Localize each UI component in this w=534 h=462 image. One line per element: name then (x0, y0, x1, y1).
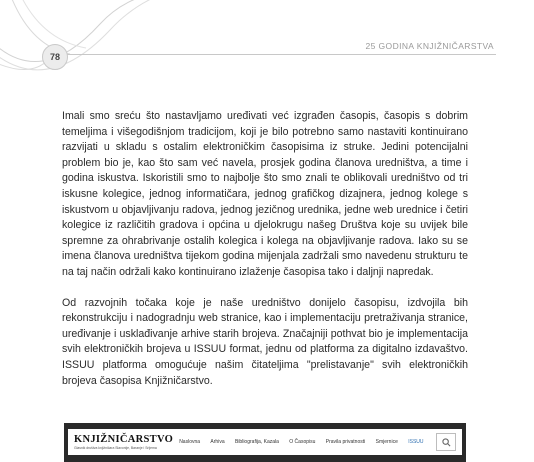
site-nav-bar (68, 429, 462, 455)
site-logo (68, 434, 174, 450)
article-body (62, 109, 468, 389)
nav-item-o-casopisu: O Časopisu (289, 439, 316, 445)
nav-item-smjernice: Smjernice (375, 439, 398, 445)
header-rule (66, 54, 496, 55)
paragraph-1: Imali smo sreću što nastavljamo uređivati već izgrađen časopis, časopis s dobrim temeljima i višegodišnjom tradicijom, koji je bilo potrebno samo nastaviti kontinuirano razvijati u skladu s ostalim elektroničkim časopisima iz struke. Jedini potencijalni problem bio je, kao što sam već navela, prosjek godina članova uredništva, a time i godina iskustva. Iskoristili smo to najbolje što smo znali te oblikovali uredništvo od tri iskusne kolegice, jednog informatičara, jednog grafičkog dizajnera, jednog kolege s iskustvom u objavljivanju radova, jednog jezičnog urednika, jedne web urednice i četiri kolegice iz različitih gradova i općina u djelokrugu našeg Društva koje su uvijek bile spremne za ohrabrivanje ostalih kolegica i kolega na objavljivanje radova. Iako su se imena članova uredništva tijekom godina mijenjala zadržali smo navedenu strukturu te na taj način održali kako kontinuirano izlaženje časopisa tako i daljnji napredak. (62, 110, 468, 278)
search-button (436, 433, 456, 451)
nav-item-naslovna: Naslovna (179, 439, 201, 445)
search-icon (442, 438, 451, 447)
logo-tagline: Glasnik društva knjižničara Slavonije, Baranje i Srijema (74, 446, 157, 450)
website-screenshot (64, 423, 466, 462)
running-title: 25 GODINA KNJIŽNIČARSTVA (365, 41, 494, 51)
logo-title: KNJIŽNIČARSTVO (74, 434, 174, 445)
nav-item-issuu: ISSUU (408, 439, 424, 445)
nav-item-bibliografija: Bibliografija, Kazala (234, 439, 279, 445)
site-nav-menu (174, 439, 436, 445)
paragraph-2: Od razvojnih točaka koje je naše uredništvo donijelo časopisu, izdvojila bih rekonstrukciju i nadogradnju web stranice, kao i implementaciju pretraživanja stranice, uređivanje i usklađivanje arhive starih brojeva. Značajniji pothvat bio je implementacija svih elektroničkih brojeva u ISSUU format, jednu od platforma za digitalno izdavaštvo. ISSUU platforma omogućuje našim čitateljima "prelistavanje" svih elektroničkih brojeva časopisa Knjižničarstvo. (62, 296, 468, 387)
page-number: 78 (42, 44, 68, 70)
page-header (0, 0, 534, 90)
nav-item-pravila: Pravila privatnosti (325, 439, 366, 445)
nav-item-arhiva: Arhiva (210, 439, 225, 445)
